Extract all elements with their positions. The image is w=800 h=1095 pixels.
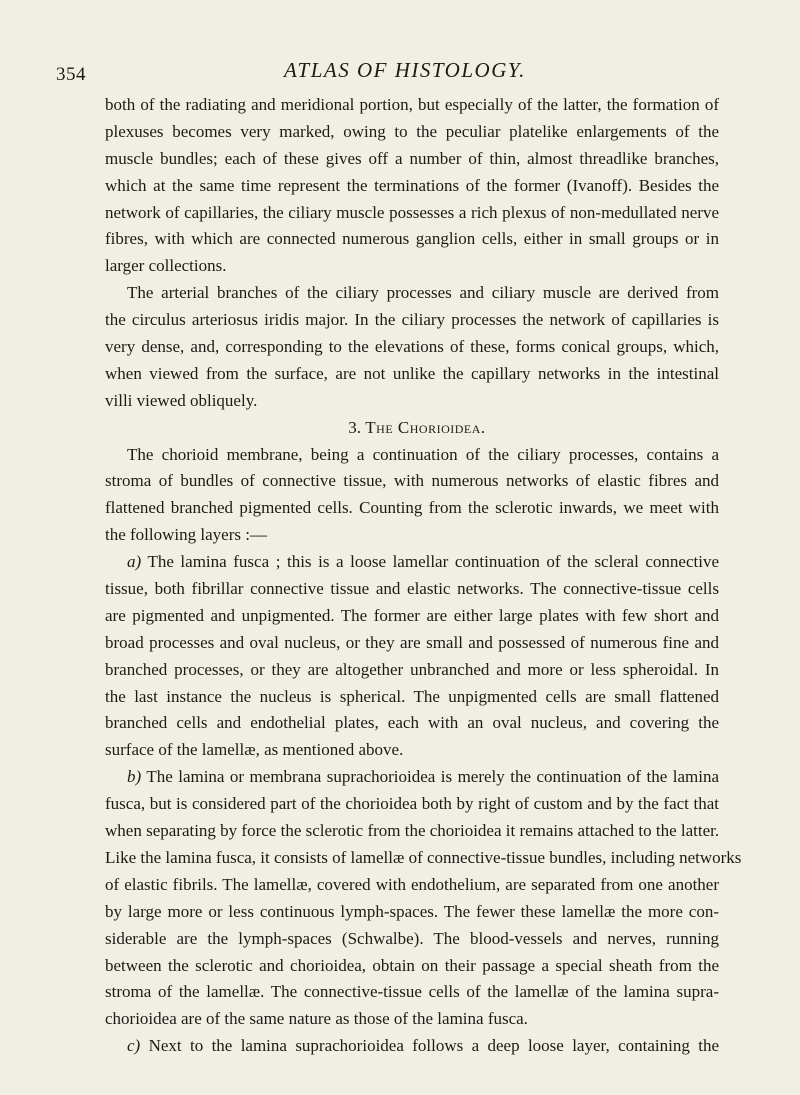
text-line: by large more or less continuous lymph-spaces. The fewer these lamellæ the more con- [105,901,719,921]
text-line: plexuses becomes very marked, owing to the peculiar platelike enlargements of the [105,121,719,141]
text-fragment: The lamina or membrana suprachorioidea is merely the continuation of the lamina [146,767,719,787]
text-line: which at the same time represent the terminations of the former (Ivanoff). Besides the [105,175,719,195]
text-line: tissue, both fibrillar connective tissue and elastic networks. The connective-tissue cells [105,579,719,599]
section-title: The Chorioidea. [365,417,486,437]
text-line [105,1033,719,1060]
section-heading [105,415,719,442]
text-line: siderable are the lymph-spaces (Schwalbe). The blood-vessels and nerves, running [105,928,719,948]
page-number: 354 [56,64,86,85]
text-line: the last instance the nucleus is spherical. The unpigmented cells are small flattened [105,686,719,706]
text-line: larger collections. [105,256,227,276]
text-line: villi viewed obliquely. [105,390,258,410]
text-line: Like the lamina fusca, it consists of lamellæ of connective-tissue bundles, including networks [105,847,742,867]
text-line: stroma of the lamellæ. The connective-tissue cells of the lamellæ of the lamina supra- [105,982,719,1002]
item-marker-a: a) [127,552,142,572]
text-line: fusca, but is considered part of the chorioidea both by right of custom and by the fact that [105,794,719,814]
text-fragment: Next to the lamina suprachorioidea follows a deep loose layer, containing the [148,1036,719,1056]
text-line [105,764,719,791]
running-title: ATLAS OF HISTOLOGY. [284,58,526,82]
text-line: flattened branched pigmented cells. Counting from the sclerotic inwards, we meet with [105,498,719,518]
text-line [105,549,719,576]
text-line: between the sclerotic and chorioidea, obtain on their passage a special sheath from the [105,955,719,975]
text-line: The arterial branches of the ciliary processes and ciliary muscle are derived from [127,283,719,303]
text-fragment: The lamina fusca ; this is a loose lamellar continuation of the scleral connective [147,552,719,572]
text-line: the circulus arteriosus iridis major. In the ciliary processes the network of capillaries is [105,310,719,330]
item-marker-b: b) [127,767,142,787]
text-line: The chorioid membrane, being a continuation of the ciliary processes, contains a [127,444,719,464]
text-line: both of the radiating and meridional portion, but especially of the latter, the formation of [105,95,719,114]
text-line: the following layers :— [105,525,267,545]
text-line: surface of the lamellæ, as mentioned above. [105,740,404,760]
text-line: of elastic fibrils. The lamellæ, covered with endothelium, are separated from one another [105,874,719,894]
text-line: branched processes, or they are altogether unbranched and more or less spheroidal. In [105,659,719,679]
text-line: chorioidea are of the same nature as those of the lamina fusca. [105,1009,528,1029]
text-line: branched cells and endothelial plates, each with an oval nucleus, and covering the [105,713,719,733]
text-line: fibres, with which are connected numerous ganglion cells, either in small groups or in [105,229,719,249]
body-text [105,92,742,1060]
text-line: when viewed from the surface, are not unlike the capillary networks in the intestinal [105,363,719,383]
section-number: 3. [348,417,366,437]
text-line: network of capillaries, the ciliary muscle possesses a rich plexus of non-medullated nerve [105,202,719,222]
text-line: when separating by force the sclerotic from the chorioidea it remains attached to the latter. [105,821,720,841]
text-line: very dense, and, corresponding to the elevations of these, forms conical groups, which, [105,337,719,357]
item-marker-c: c) [127,1036,141,1056]
text-line: muscle bundles; each of these gives off a number of thin, almost threadlike branches, [105,148,719,168]
text-line: stroma of bundles of connective tissue, with numerous networks of elastic fibres and [105,471,719,491]
text-line: broad processes and oval nucleus, or they are small and possessed of numerous fine and [105,632,719,652]
text-line: are pigmented and unpigmented. The former are either large plates with few short and [105,605,719,625]
